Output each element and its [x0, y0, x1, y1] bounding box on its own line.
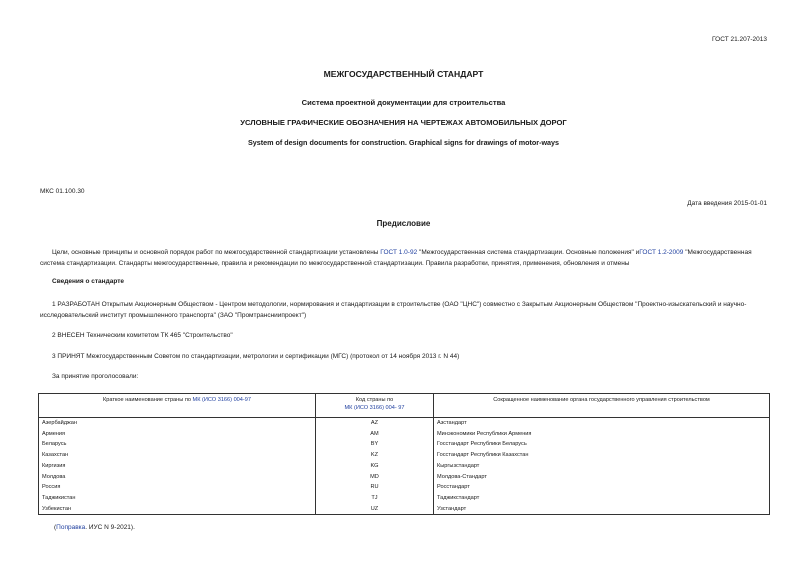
- table-row: [39, 418, 770, 429]
- paragraph-text: "Межгосударственная система стандартизации. Основные положения" и: [417, 249, 640, 256]
- organization-cell: Госстандарт Республики Казахстан: [434, 450, 770, 461]
- table-row: [39, 482, 770, 493]
- mk-iso-link[interactable]: МК (ИСО 3166) 004-97: [192, 397, 251, 403]
- organization-cell: Минэкономики Республики Армения: [434, 429, 770, 440]
- country-cell: Таджикистан: [39, 493, 316, 504]
- amendment-text: . ИУС N 9-2021).: [85, 524, 135, 531]
- amendment-link[interactable]: Поправка: [56, 524, 86, 531]
- code-cell: MD: [316, 472, 434, 483]
- amendment-note: [54, 524, 135, 531]
- paragraph-text: Цели, основные принципы и основной порядок работ по межгосударственной стандартизации установлены: [52, 249, 381, 256]
- header-text: Краткое наименование страны по: [103, 397, 193, 403]
- gost-1-0-link[interactable]: ГОСТ 1.0-92: [380, 249, 418, 256]
- header-text: Код страны по: [355, 397, 394, 403]
- table-row: [39, 461, 770, 472]
- voting-countries-table: [38, 393, 770, 515]
- system-heading: Система проектной документации для строительства: [301, 98, 506, 107]
- table-row: [39, 439, 770, 450]
- code-cell: KG: [316, 461, 434, 472]
- preface-paragraph-1: [40, 248, 770, 269]
- developed-by-paragraph: 1 РАЗРАБОТАН Открытым Акционерным Обществом - Центром методологии, нормирования и стандартизации в строительстве (ОАО "ЦНС") совместно с Закрытым Акционерным Обществом "Проектно-изыскательский и научно-исследовательский институт промышленного транспорта" (ЗАО "Промтрансниипроект"): [40, 301, 747, 319]
- table-row: [39, 493, 770, 504]
- organization-cell: Госстандарт Республики Беларусь: [434, 439, 770, 450]
- country-cell: Узбекистан: [39, 504, 316, 515]
- voted-for-label: За принятие проголосовали:: [52, 373, 139, 380]
- code-cell: KZ: [316, 450, 434, 461]
- amendment-open: (: [54, 524, 57, 531]
- mks-code: МКС 01.100.30: [40, 188, 85, 195]
- standard-info-heading: Сведения о стандарте: [52, 278, 125, 285]
- introduction-date: Дата введения 2015-01-01: [687, 200, 767, 207]
- paragraph-text: "Межгосударственная система стандартизации. Стандарты межгосударственные, правила и рекомендации по межгосударственной стандартизации. Правила разработки, принятия, применения, обновления и отмены: [40, 249, 752, 267]
- document-title: УСЛОВНЫЕ ГРАФИЧЕСКИЕ ОБОЗНАЧЕНИЯ НА ЧЕРТЕЖАХ АВТОМОБИЛЬНЫХ ДОРОГ: [240, 118, 567, 127]
- organization-cell: Росстандарт: [434, 482, 770, 493]
- code-cell: AM: [316, 429, 434, 440]
- country-cell: Россия: [39, 482, 316, 493]
- code-cell: AZ: [316, 418, 434, 429]
- code-cell: RU: [316, 482, 434, 493]
- preface-title: Предисловие: [376, 219, 431, 228]
- code-cell: UZ: [316, 504, 434, 515]
- country-cell: Азербайджан: [39, 418, 316, 429]
- code-cell: TJ: [316, 493, 434, 504]
- table-header-row: [39, 394, 770, 418]
- mk-iso-code-link[interactable]: МК (ИСО 3166) 004- 97: [344, 405, 405, 411]
- country-cell: Казахстан: [39, 450, 316, 461]
- country-cell: Беларусь: [39, 439, 316, 450]
- gost-1-2-link[interactable]: ГОСТ 1.2-2009: [639, 249, 684, 256]
- document-code: ГОСТ 21.207-2013: [712, 36, 767, 43]
- organization-cell: Азстандарт: [434, 418, 770, 429]
- column-header-code: [316, 394, 434, 418]
- code-cell: BY: [316, 439, 434, 450]
- table-row: [39, 504, 770, 515]
- organization-cell: Узстандарт: [434, 504, 770, 515]
- organization-cell: Молдова-Стандарт: [434, 472, 770, 483]
- table-row: [39, 429, 770, 440]
- country-cell: Киргизия: [39, 461, 316, 472]
- adopted-by-paragraph: 3 ПРИНЯТ Межгосударственным Советом по стандартизации, метрологии и сертификации (МГС) (протокол от 14 ноября 2013 г. N 44): [52, 353, 460, 360]
- column-header-organization: Сокращенное наименование органа государственного управления строительством: [434, 394, 770, 418]
- table-row: [39, 472, 770, 483]
- table-row: [39, 450, 770, 461]
- interstate-standard-heading: МЕЖГОСУДАРСТВЕННЫЙ СТАНДАРТ: [323, 69, 484, 79]
- introduced-by-paragraph: 2 ВНЕСЕН Техническим комитетом ТК 465 "Строительство": [52, 332, 233, 339]
- country-cell: Молдова: [39, 472, 316, 483]
- organization-cell: Кыргызстандарт: [434, 461, 770, 472]
- english-title: System of design documents for construction. Graphical signs for drawings of motor-ways: [247, 138, 560, 147]
- organization-cell: Таджикстандарт: [434, 493, 770, 504]
- column-header-country: [39, 394, 316, 418]
- country-cell: Армения: [39, 429, 316, 440]
